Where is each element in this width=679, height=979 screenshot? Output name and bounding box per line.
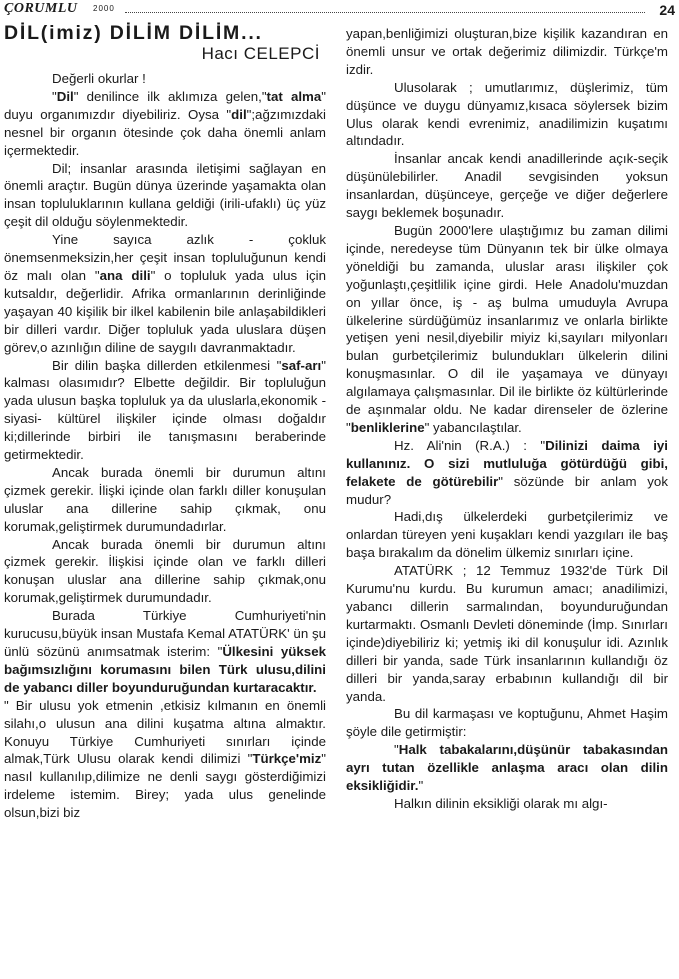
paragraph bbox=[346, 222, 668, 437]
bold-text: Türkçe'miz bbox=[252, 751, 322, 767]
text-run: İnsanlar ancak kendi anadillerinde açık-seçik düşünülebilirler. Anadil sevgisinden yoksun insanlardan, düşünceye, gerçeğe ve diğer değerlere saygı beklemek boşunadır. bbox=[346, 151, 668, 221]
text-run: Değerli okurlar ! bbox=[52, 71, 146, 86]
paragraph bbox=[346, 437, 668, 509]
right-column-body bbox=[346, 25, 668, 813]
text-run: Bu dil karmaşası ve koptuğunu, Ahmet Haşim şöyle dile getirmiştir: bbox=[346, 706, 668, 740]
paragraph bbox=[346, 508, 668, 562]
bold-text: tat alma bbox=[266, 88, 322, 104]
right-column bbox=[346, 25, 668, 813]
paragraph bbox=[4, 231, 326, 356]
text-run: Yine sayıca azlık - çokluk önemsenmeksizin,her çeşit insan topluluğunun kendi öz malı olan " bbox=[4, 232, 326, 283]
paragraph bbox=[4, 536, 326, 608]
text-run: " bbox=[394, 742, 399, 758]
header-dotted-rule bbox=[125, 12, 645, 13]
text-run: Ulusolarak ; umutlarımız, düşlerimiz, tüm düşünce ve duygu dünyamız,kısaca söylersek bizim Ulus olarak kendi evrenimiz, anadilimizin kuşatımı altındadır. bbox=[346, 79, 668, 149]
paragraph bbox=[346, 795, 668, 813]
page-header bbox=[0, 0, 679, 20]
bold-text: Dilinizi daima iyi kullanınız. O sizi mutluluğa götürdüğü gibi, felakete de götürebilir bbox=[346, 437, 668, 489]
text-run: " kalması olasımıdır? Elbette değildir. Bir topluluğun yada ulusun başka topluluk ya da uluslarla,ekonomik -siyasi- kültürel ilişkiler içinde olması doğaldır ki;dillerinde birbiri ile tanışmasını beraberinde getirmektedir. bbox=[4, 357, 326, 463]
paragraph bbox=[4, 607, 326, 697]
paragraph bbox=[4, 697, 326, 822]
text-run: Ancak burada önemli bir durumun altını çizmek gerekir. İlişki içinde olan farklı diller konuşulan uluslar ana dillerine sahip çıkmak, onu korumak,geliştirmek durumundadırlar. bbox=[4, 464, 326, 534]
paragraph bbox=[346, 150, 668, 222]
paragraph bbox=[4, 70, 326, 88]
paragraph bbox=[346, 79, 668, 151]
text-run: " nasıl kullanılıp,dilimize ne denli saygı gösterdiğimizi irdeleme istemim. Birey; yada ulus genelinde olsun,bizi biz bbox=[4, 751, 326, 821]
paragraph bbox=[346, 25, 668, 79]
masthead: ÇORUMLU bbox=[4, 1, 78, 16]
text-run: Burada Türkiye Cumhuriyeti'nin kurucusu,büyük insan Mustafa Kemal ATATÜRK' ün şu ünlü sözünü anımsatmak isterim: " bbox=[4, 608, 326, 659]
text-run: " yabancılaştılar. bbox=[424, 419, 522, 435]
paragraph bbox=[4, 88, 326, 160]
text-run: yapan,benliğimizi oluşturan,bize kişilik kazandıran en önemli unsur ve ortak değerimiz dilimizdir. Türkçe'm izdir. bbox=[346, 26, 668, 77]
bold-text: saf-arı bbox=[281, 357, 322, 373]
text-run: ATATÜRK ; 12 Temmuz 1932'de Türk Dil Kurumu'nu kurdu. Bu kurumun amacı; anadilimizi, yabancı dillerin sarmalından, boyunduruğundan kurtarmaktı. Osmanlı Devleti döneminde (İmp. Sınırları içinde)diyebiliriz ki; yetmiş iki dil konuşulur idi. Azınlık dilleri bir yanda, sade Türk insanlarının kullandığı öz dilleri bir yanda,saray erbabının kullandığı dil bir yanda. bbox=[346, 563, 668, 704]
text-run: Ancak burada önemli bir durumun altını çizmek gerekir. İlişkisi içinde olan ve farklı dilleri konuşan uluslar ana dillerine sahip çıkmak,onu korumak,geliştirmek durumundadır. bbox=[4, 536, 326, 606]
bold-text: ana dili bbox=[99, 267, 151, 283]
bold-text: dil bbox=[231, 106, 247, 122]
text-run: Hz. Ali'nin (R.A.) : " bbox=[394, 437, 546, 453]
left-column bbox=[4, 22, 326, 822]
paragraph bbox=[346, 562, 668, 705]
text-run: " bbox=[418, 778, 424, 794]
bold-text: Ülkesini yüksek bağımsızlığını korumasını bilen Türk ulusu,dilini de yabancı diller boyunduruğundan kurtaracaktır. bbox=[4, 644, 326, 695]
text-run: Bugün 2000'lere ulaştığımız bu zaman dilimi içinde, neredeyse tüm Dünyanın tek bir ülke olmaya yöneldiği bu zamanda, uluslar arası ilişkiler çok yoğunlaştı,çeşitlilik içine girdi. Hele Anadolu'muzdan on yıllar önce, iş - aş bulma umuduyla Avrupa ülkelerine sürdüğümüz insanlarımız ve onlarla birlikte yetişen yeni nesil,diyebilir miyiz ki,sayıları milyonları bulan gurbetçilerimiz bulundukları ülkelerin dilini konuşmasınlar. O dil ile yaşamaya ve dünyayı algılamaya çalışmasınlar. Dil ile birlikte öz kültürlerinde de aşınmalar oldu. Ne kadar direnseler de özlerine " bbox=[346, 222, 668, 435]
paragraph bbox=[4, 160, 326, 232]
paragraph bbox=[4, 464, 326, 536]
bold-text: Halk tabakalarını,düşünür tabakasından ayrı tutan özellikle anlaşma aracı olan dilin eksikliğidir. bbox=[346, 742, 668, 794]
bold-text: Dil bbox=[56, 88, 74, 104]
text-run: " Bir ulusu yok etmenin ,etkisiz kılmanın en önemli silahı,o ulusun ana dilini kuşatma altına almaktır. Konuyu Türkiye Cumhuriyeti sınırları içinde almak,Türk Ulusu olarak kendi dilimizi " bbox=[4, 697, 326, 767]
text-run: Halkın dilinin eksikliği olarak mı algı- bbox=[394, 795, 608, 811]
text-run: " sözünde bir anlam yok mudur? bbox=[346, 473, 668, 507]
text-run: " denilince ilk aklımıza gelen," bbox=[73, 88, 267, 104]
text-run: " duyu organımızdır diyebiliriz. Oysa " bbox=[4, 88, 326, 122]
text-run: Hadi,dış ülkelerdeki gurbetçilerimiz ve onlardan türeyen yeni kuşakları kendi yazgıları ile baş başa bırakalım da dönelim ülkemiz sınırları içine. bbox=[346, 509, 668, 561]
left-column-body bbox=[4, 70, 326, 822]
text-run: " o topluluk yada ulus için kutsaldır, değerlidir. Afrika ormanlarının derinliğinde yaşayan 40 kişilik bir ilkel kabilenin bile anlaşabildikleri bir dilleri vardır. Diğer topluluk yada uluslara düşen görev,o azınlığın diline de saygılı davranmaktadır. bbox=[4, 267, 327, 355]
issue-year: 2000 bbox=[93, 4, 115, 13]
bold-text: benliklerine bbox=[350, 419, 425, 435]
paragraph bbox=[346, 705, 668, 741]
text-run: Bir dilin başka dillerden etkilenmesi " bbox=[52, 357, 282, 373]
article-author: Hacı CELEPCİ bbox=[201, 44, 320, 63]
paragraph bbox=[4, 357, 326, 464]
text-run: " bbox=[52, 88, 57, 104]
text-run: ";ağzımızdaki nesnel bir organın ötesinde çok daha önemli anlam içermektedir. bbox=[4, 106, 326, 158]
article-title: DİL(imiz) DİLİM DİLİM... bbox=[4, 22, 263, 44]
paragraph bbox=[346, 741, 668, 795]
page-number: 24 bbox=[659, 2, 675, 18]
text-run: Dil; insanlar arasında iletişimi sağlayan en önemli araçtır. Bugün dünya üzerinde yaşamakta olan insan topluluklarının kullana geldiği (irili-ufaklı) üç yüz çeşit dil olduğu söylenmektedir. bbox=[4, 160, 326, 230]
